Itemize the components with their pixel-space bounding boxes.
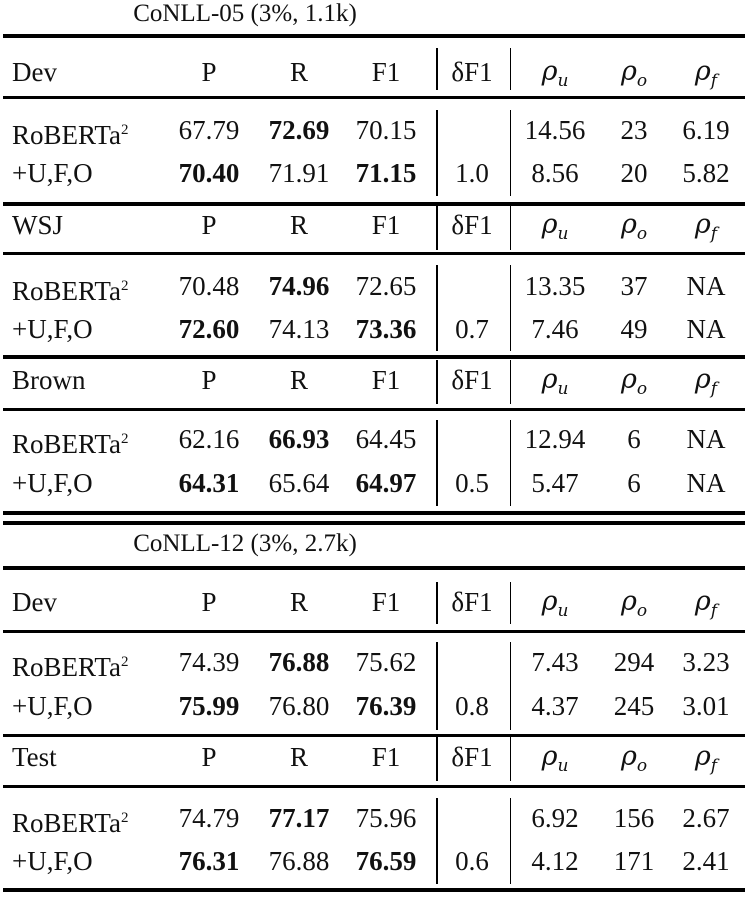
- table-row: [0, 309, 745, 349]
- model-name: +U,F,O: [12, 158, 93, 188]
- value-delta-f1: 0.6: [455, 846, 489, 876]
- value-f1: 70.15: [355, 115, 417, 145]
- bottom-rule: [3, 888, 745, 892]
- vertical-rule-f1: [436, 206, 438, 250]
- block-caption-conll12: CoNLL-12 (3%, 2.7k): [133, 530, 357, 557]
- section-header-row: [0, 737, 745, 777]
- table-row: [0, 419, 745, 459]
- value-rho-o: 20: [620, 158, 648, 188]
- value-delta-f1: 0.8: [455, 691, 489, 721]
- vertical-rule-f1: [436, 642, 438, 730]
- header-r: R: [289, 742, 308, 772]
- header-rho-f: $\rho_f$: [694, 741, 718, 776]
- value-r: 77.17: [268, 803, 330, 833]
- table-row: [0, 266, 745, 306]
- value-rho-o: 245: [613, 691, 655, 721]
- header-f1: F1: [371, 57, 401, 87]
- value-rho-u: 12.94: [524, 424, 586, 454]
- header-r: R: [289, 57, 308, 87]
- section-header-row: [0, 52, 745, 92]
- vertical-rule-f1: [436, 48, 438, 90]
- table-row: [0, 153, 745, 193]
- header-p: P: [201, 210, 217, 240]
- header-p: P: [201, 57, 217, 87]
- value-rho-o: 49: [620, 314, 648, 344]
- header-rho-o: $\rho_o$: [620, 741, 648, 776]
- header-f1: F1: [371, 742, 401, 772]
- header-rule: [3, 630, 745, 633]
- value-rho-f: NA: [686, 314, 726, 344]
- header-f1: F1: [371, 365, 401, 395]
- header-rho-o: $\rho_o$: [620, 56, 648, 91]
- value-p: 74.79: [178, 803, 240, 833]
- header-rule: [3, 252, 745, 255]
- value-f1: 73.36: [355, 314, 417, 344]
- vertical-rule-delta: [510, 737, 511, 781]
- value-rho-o: 156: [613, 803, 655, 833]
- model-name: +U,F,O: [12, 846, 93, 876]
- split-label: Dev: [12, 57, 57, 87]
- vertical-rule-delta: [510, 420, 511, 506]
- model-name: +U,F,O: [12, 314, 93, 344]
- value-r: 74.96: [268, 271, 330, 301]
- value-p: 70.40: [178, 158, 240, 188]
- value-rho-u: 8.56: [531, 158, 579, 188]
- value-f1: 72.65: [355, 271, 417, 301]
- value-r: 71.91: [268, 158, 330, 188]
- value-rho-f: 2.67: [682, 803, 730, 833]
- header-rho-u: $\rho_u$: [541, 209, 569, 244]
- header-r: R: [289, 365, 308, 395]
- value-p: 62.16: [178, 424, 240, 454]
- value-p: 75.99: [178, 691, 240, 721]
- top-rule: [3, 566, 745, 570]
- table-row: [0, 463, 745, 503]
- vertical-rule-delta: [510, 48, 511, 90]
- value-r: 65.64: [268, 468, 330, 498]
- header-r: R: [289, 587, 308, 617]
- header-rho-u: $\rho_u$: [541, 364, 569, 399]
- header-rule: [3, 408, 745, 411]
- value-f1: 64.97: [355, 468, 417, 498]
- value-p: 76.31: [178, 846, 240, 876]
- value-rho-u: 14.56: [524, 115, 586, 145]
- value-p: 70.48: [178, 271, 240, 301]
- model-name: RoBERTa$^2$: [12, 120, 129, 150]
- header-p: P: [201, 587, 217, 617]
- value-rho-f: 5.82: [682, 158, 730, 188]
- value-rho-f: 6.19: [682, 115, 730, 145]
- vertical-rule-f1: [436, 110, 438, 196]
- model-name: RoBERTa$^2$: [12, 652, 129, 682]
- vertical-rule-delta: [510, 798, 511, 884]
- header-r: R: [289, 210, 308, 240]
- value-r: 74.13: [268, 314, 330, 344]
- split-label: Test: [12, 742, 57, 772]
- value-p: 74.39: [178, 647, 240, 677]
- vertical-rule-delta: [510, 110, 511, 196]
- header-delta-f1: δF1: [451, 587, 493, 617]
- value-p: 64.31: [178, 468, 240, 498]
- value-rho-f: NA: [686, 271, 726, 301]
- header-rule: [3, 785, 745, 788]
- value-r: 66.93: [268, 424, 330, 454]
- model-name: RoBERTa$^2$: [12, 276, 129, 306]
- value-f1: 76.39: [355, 691, 417, 721]
- header-rho-f: $\rho_f$: [694, 56, 718, 91]
- header-rule: [3, 96, 745, 99]
- value-rho-u: 6.92: [531, 803, 579, 833]
- header-f1: F1: [371, 210, 401, 240]
- value-f1: 64.45: [355, 424, 417, 454]
- value-rho-o: 294: [613, 647, 655, 677]
- value-rho-u: 7.43: [531, 647, 579, 677]
- vertical-rule-f1: [436, 798, 438, 884]
- bottom-rule-double-1: [3, 511, 745, 515]
- value-p: 67.79: [178, 115, 240, 145]
- header-rho-u: $\rho_u$: [541, 56, 569, 91]
- model-name: RoBERTa$^2$: [12, 429, 129, 459]
- value-delta-f1: 1.0: [455, 158, 489, 188]
- value-rho-f: 3.23: [682, 647, 730, 677]
- value-r: 76.88: [268, 846, 330, 876]
- model-name: +U,F,O: [12, 691, 93, 721]
- value-delta-f1: 0.5: [455, 468, 489, 498]
- header-rho-u: $\rho_u$: [541, 741, 569, 776]
- value-rho-o: 23: [620, 115, 648, 145]
- header-rho-o: $\rho_o$: [620, 586, 648, 621]
- top-rule: [3, 34, 745, 38]
- value-rho-u: 5.47: [531, 468, 579, 498]
- section-header-row: [0, 205, 745, 245]
- value-rho-o: 6: [627, 424, 641, 454]
- value-f1: 75.62: [355, 647, 417, 677]
- value-rho-f: NA: [686, 468, 726, 498]
- vertical-rule-delta: [510, 582, 511, 624]
- split-label: Dev: [12, 587, 57, 617]
- header-delta-f1: δF1: [451, 365, 493, 395]
- model-name: +U,F,O: [12, 468, 93, 498]
- value-rho-u: 13.35: [524, 271, 586, 301]
- value-r: 76.80: [268, 691, 330, 721]
- header-delta-f1: δF1: [451, 57, 493, 87]
- bottom-rule-double-2: [3, 521, 745, 525]
- value-f1: 75.96: [355, 803, 417, 833]
- value-r: 76.88: [268, 647, 330, 677]
- value-rho-u: 4.37: [531, 691, 579, 721]
- header-rho-o: $\rho_o$: [620, 209, 648, 244]
- table-row: [0, 841, 745, 881]
- value-rho-u: 4.12: [531, 846, 579, 876]
- value-rho-f: NA: [686, 424, 726, 454]
- value-rho-u: 7.46: [531, 314, 579, 344]
- vertical-rule-delta: [510, 642, 511, 730]
- value-f1: 76.59: [355, 846, 417, 876]
- vertical-rule-f1: [436, 360, 438, 404]
- value-rho-f: 2.41: [682, 846, 730, 876]
- header-rho-f: $\rho_f$: [694, 209, 718, 244]
- header-rho-o: $\rho_o$: [620, 364, 648, 399]
- section-header-row: [0, 360, 745, 400]
- split-label: Brown: [12, 365, 86, 395]
- model-name: RoBERTa$^2$: [12, 808, 129, 838]
- vertical-rule-f1: [436, 265, 438, 351]
- value-rho-f: 3.01: [682, 691, 730, 721]
- value-rho-o: 37: [620, 271, 648, 301]
- table-row: [0, 642, 745, 682]
- header-p: P: [201, 742, 217, 772]
- value-p: 72.60: [178, 314, 240, 344]
- table-row: [0, 686, 745, 726]
- value-r: 72.69: [268, 115, 330, 145]
- value-delta-f1: 0.7: [455, 314, 489, 344]
- value-rho-o: 171: [613, 846, 655, 876]
- vertical-rule-delta: [510, 206, 511, 250]
- vertical-rule-delta: [510, 360, 511, 404]
- vertical-rule-delta: [510, 265, 511, 351]
- header-p: P: [201, 365, 217, 395]
- header-f1: F1: [371, 587, 401, 617]
- vertical-rule-f1: [436, 737, 438, 781]
- value-rho-o: 6: [627, 468, 641, 498]
- vertical-rule-f1: [436, 582, 438, 624]
- split-label: WSJ: [12, 210, 64, 240]
- header-rho-f: $\rho_f$: [694, 364, 718, 399]
- header-rho-u: $\rho_u$: [541, 586, 569, 621]
- section-rule: [3, 355, 745, 359]
- block-caption-conll05: CoNLL-05 (3%, 1.1k): [133, 0, 357, 27]
- value-f1: 71.15: [355, 158, 417, 188]
- table-row: [0, 798, 745, 838]
- vertical-rule-f1: [436, 420, 438, 506]
- header-delta-f1: δF1: [451, 210, 493, 240]
- table-row: [0, 110, 745, 150]
- header-rho-f: $\rho_f$: [694, 586, 718, 621]
- header-delta-f1: δF1: [451, 742, 493, 772]
- section-header-row: [0, 582, 745, 622]
